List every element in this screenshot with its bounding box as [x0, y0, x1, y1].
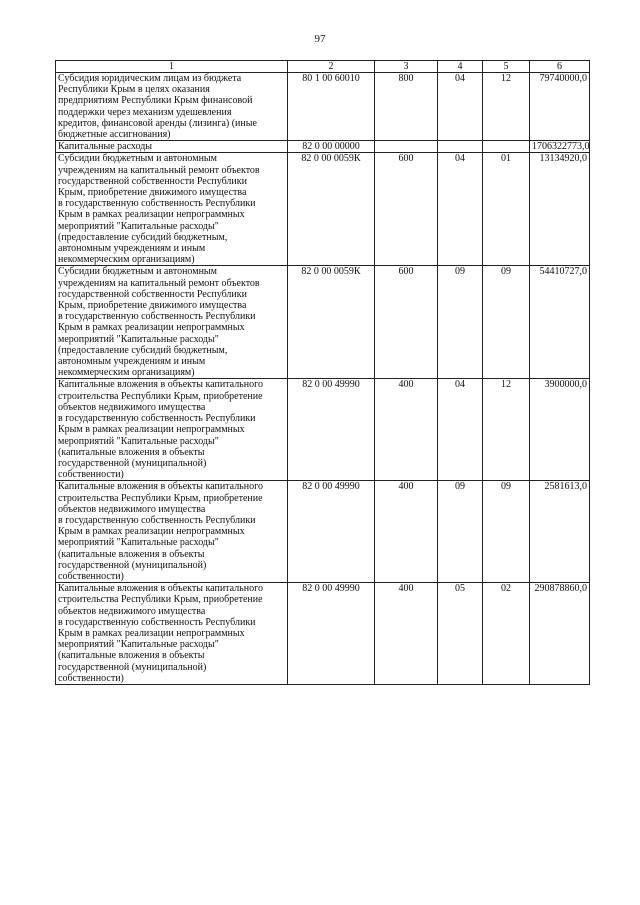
expense-type-cell: 400 [375, 583, 438, 685]
section-cell: 04 [438, 379, 483, 481]
expense-type-cell: 400 [375, 379, 438, 481]
description-line: Капитальные вложения в объекты капитального [58, 481, 263, 493]
column-header: 6 [530, 61, 590, 73]
description-line: Республики Крым в целях оказания [58, 84, 210, 96]
description-line: государственной (муниципальной) [58, 661, 207, 673]
description-line: учреждениям на капитальный ремонт объектов [58, 164, 260, 176]
description-line: государственной собственности Республики [58, 288, 247, 300]
description-line: государственной (муниципальной) [58, 457, 207, 469]
description-line: объектов недвижимого имущества [58, 605, 206, 617]
code-cell: 82 0 00 0059К [288, 153, 375, 266]
table-row [56, 481, 590, 583]
table-row [56, 266, 590, 379]
description-line: в государственную собственность Республики [58, 616, 256, 628]
description-cell [56, 141, 288, 153]
description-line: кредитов, финансовой аренды (лизинга) (иные [58, 117, 257, 129]
table-row [56, 141, 590, 153]
description-line: собственности) [58, 672, 124, 684]
description-line: мероприятий "Капитальные расходы" [58, 435, 219, 447]
description-line: некоммерческим организациям) [58, 254, 195, 266]
description-line: объектов недвижимого имущества [58, 401, 206, 413]
description-line: Крым в рамках реализации непрограммных [58, 322, 245, 334]
description-line: собственности) [58, 570, 124, 582]
description-line: учреждениям на капитальный ремонт объектов [58, 277, 260, 289]
description-line: в государственную собственность Республики [58, 311, 256, 323]
description-line: Крым в рамках реализации непрограммных [58, 627, 245, 639]
amount-cell: 1706322773,0 [530, 141, 590, 153]
column-header: 4 [438, 61, 483, 73]
column-header: 1 [56, 61, 288, 73]
table-row [56, 583, 590, 685]
description-line: в государственную собственность Республики [58, 198, 256, 210]
description-line: государственной (муниципальной) [58, 559, 207, 571]
description-line: бюджетные ассигнования) [58, 129, 171, 141]
description-line: Капитальные вложения в объекты капитального [58, 379, 263, 391]
expense-type-cell: 600 [375, 153, 438, 266]
code-cell: 82 0 00 0059К [288, 266, 375, 379]
expense-type-cell: 800 [375, 73, 438, 141]
description-line: Субсидии бюджетным и автономным [58, 266, 217, 278]
column-header: 3 [375, 61, 438, 73]
description-cell [56, 73, 288, 141]
description-line: собственности) [58, 469, 124, 481]
description-line: поддержки через механизм удешевления [58, 106, 232, 118]
subsection-cell: 02 [483, 583, 530, 685]
description-line: мероприятий "Капитальные расходы" [58, 333, 219, 345]
description-line: мероприятий "Капитальные расходы" [58, 537, 219, 549]
description-line: в государственную собственность Республики [58, 413, 256, 425]
column-header: 5 [483, 61, 530, 73]
description-line: (предоставление субсидий бюджетным, [58, 231, 228, 243]
description-cell [56, 583, 288, 685]
amount-cell: 13134920,0 [530, 153, 590, 266]
description-line: (капитальные вложения в объекты [58, 446, 205, 458]
amount-cell: 2581613,0 [530, 481, 590, 583]
description-line: (капитальные вложения в объекты [58, 650, 205, 662]
description-line: Субсидия юридическим лицам из бюджета [58, 73, 242, 84]
subsection-cell [483, 141, 530, 153]
subsection-cell: 09 [483, 481, 530, 583]
description-line: в государственную собственность Республики [58, 514, 256, 526]
description-cell [56, 153, 288, 266]
section-cell: 05 [438, 583, 483, 685]
description-cell [56, 379, 288, 481]
description-line: предприятиям Республики Крым финансовой [58, 95, 253, 107]
amount-cell: 54410727,0 [530, 266, 590, 379]
subsection-cell: 01 [483, 153, 530, 266]
code-cell: 82 0 00 49990 [288, 379, 375, 481]
description-line: Крым в рамках реализации непрограммных [58, 526, 245, 538]
description-line: строительства Республики Крым, приобретение [58, 390, 263, 402]
description-line: государственной собственности Республики [58, 175, 247, 187]
table-row [56, 153, 590, 266]
section-cell: 04 [438, 153, 483, 266]
section-cell: 09 [438, 481, 483, 583]
description-line: строительства Республики Крым, приобретение [58, 594, 263, 606]
description-line: мероприятий "Капитальные расходы" [58, 220, 219, 232]
description-cell [56, 481, 288, 583]
page-number: 97 [314, 33, 326, 45]
description-line: (предоставление субсидий бюджетным, [58, 344, 228, 356]
description-line: Крым, приобретение движимого имущества [58, 187, 247, 199]
description-line: Субсидии бюджетным и автономным [58, 153, 217, 165]
section-cell: 09 [438, 266, 483, 379]
subsection-cell: 12 [483, 73, 530, 141]
description-line: автономным учреждениям и иным [58, 243, 206, 255]
description-line: мероприятий "Капитальные расходы" [58, 639, 219, 651]
description-line: строительства Республики Крым, приобретение [58, 492, 263, 504]
header-row [56, 61, 590, 73]
code-cell: 80 1 00 60010 [288, 73, 375, 141]
subsection-cell: 12 [483, 379, 530, 481]
section-cell [438, 141, 483, 153]
code-cell: 82 0 00 49990 [288, 583, 375, 685]
description-line: Капитальные вложения в объекты капитального [58, 583, 263, 595]
description-line: Капитальные расходы [58, 141, 153, 153]
amount-cell: 79740000,0 [530, 73, 590, 141]
code-cell: 82 0 00 00000 [288, 141, 375, 153]
description-line: Крым, приобретение движимого имущества [58, 300, 247, 312]
description-line: объектов недвижимого имущества [58, 503, 206, 515]
description-line: автономным учреждениям и иным [58, 356, 206, 368]
budget-table [55, 60, 590, 685]
subsection-cell: 09 [483, 266, 530, 379]
expense-type-cell [375, 141, 438, 153]
amount-cell: 3900000,0 [530, 379, 590, 481]
table-row [56, 73, 590, 141]
description-line: Крым в рамках реализации непрограммных [58, 424, 245, 436]
description-cell [56, 266, 288, 379]
description-line: (капитальные вложения в объекты [58, 548, 205, 560]
amount-cell: 290878860,0 [530, 583, 590, 685]
description-line: Крым в рамках реализации непрограммных [58, 209, 245, 221]
code-cell: 82 0 00 49990 [288, 481, 375, 583]
section-cell: 04 [438, 73, 483, 141]
table-row [56, 379, 590, 481]
expense-type-cell: 400 [375, 481, 438, 583]
description-line: некоммерческим организациям) [58, 367, 195, 379]
expense-type-cell: 600 [375, 266, 438, 379]
column-header: 2 [288, 61, 375, 73]
